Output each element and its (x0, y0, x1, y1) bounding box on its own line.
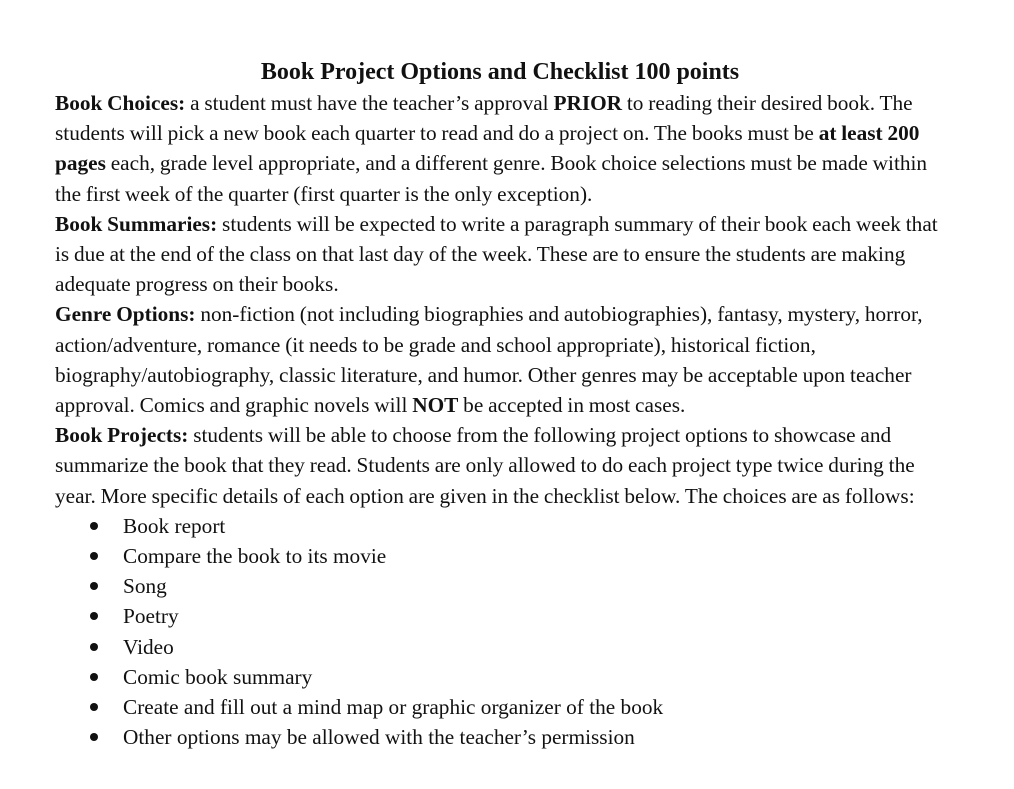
book-summaries-text: students will be expected to write a paragraph summary of their book each week that is due at the end of the class on that last day of the week. These are to ensure the students are making adequate progress on their books. (55, 211, 938, 297)
list-item-label: Song (123, 574, 167, 599)
bullet-icon (90, 552, 98, 560)
list-item (55, 601, 955, 631)
book-projects-text: students will be able to choose from the following project options to showcase and summarize the book that they read. Students are only allowed to do each project type twice during the year. More specific details of each option are given in the checklist below. The choices are as follows: (55, 423, 915, 508)
list-item-label: Video (123, 634, 174, 659)
list-item (55, 662, 955, 692)
genre-options-paragraph (55, 299, 955, 420)
bullet-icon (90, 673, 98, 681)
bullet-icon (90, 612, 98, 620)
project-options-list (55, 511, 955, 753)
document-title: Book Project Options and Checklist 100 points (260, 59, 740, 85)
genre-options-heading: Genre Options: (55, 302, 196, 327)
list-item (55, 571, 955, 601)
genre-options-text-2: be accepted in most cases. (458, 393, 686, 418)
genre-options-text-1: non-fiction (not including biographies and autobiographies), fantasy, mystery, horror, action/adventure, romance (it needs to be grade and school appropriate), historical fiction, biography/autobiography, classic literature, and humor. Other genres may be acceptable upon teacher approval. Comics and graphic novels will (55, 302, 923, 418)
list-item (55, 632, 955, 662)
list-item-label: Book report (123, 513, 226, 538)
book-choices-page-requirement: at least 200 pages (55, 121, 920, 176)
book-choices-text-1: a student must have the teacher’s approval (185, 91, 554, 115)
genre-options-not: NOT (412, 393, 459, 418)
list-item (55, 692, 955, 722)
bullet-icon (90, 703, 98, 711)
bullet-icon (90, 582, 98, 590)
bullet-icon (90, 643, 98, 651)
book-summaries-paragraph (55, 209, 955, 300)
bullet-icon (90, 522, 98, 530)
book-choices-heading: Book Choices: (55, 91, 186, 115)
list-item (55, 722, 955, 752)
list-item-label: Poetry (123, 604, 179, 629)
list-item-label: Compare the book to its movie (123, 544, 387, 569)
book-choices-paragraph (55, 88, 955, 209)
book-choices-text-3: each, grade level appropriate, and a different genre. Book choice selections must be made within the first week of the quarter (first quarter is the only exception). (55, 151, 928, 206)
list-item-label: Create and fill out a mind map or graphic organizer of the book (123, 695, 664, 720)
list-item-label: Other options may be allowed with the teacher’s permission (123, 725, 635, 750)
list-item (55, 541, 955, 571)
bullet-icon (90, 733, 98, 741)
list-item (55, 511, 955, 541)
book-choices-text-2: to reading their desired book. The students will pick a new book each quarter to read and do a project on. The books must be (55, 91, 913, 146)
list-item-label: Comic book summary (123, 664, 313, 689)
book-choices-prior: PRIOR (553, 91, 623, 115)
document-page (55, 56, 955, 752)
book-projects-paragraph (55, 420, 955, 511)
book-summaries-heading: Book Summaries: (55, 211, 218, 236)
book-projects-heading: Book Projects: (55, 423, 189, 448)
